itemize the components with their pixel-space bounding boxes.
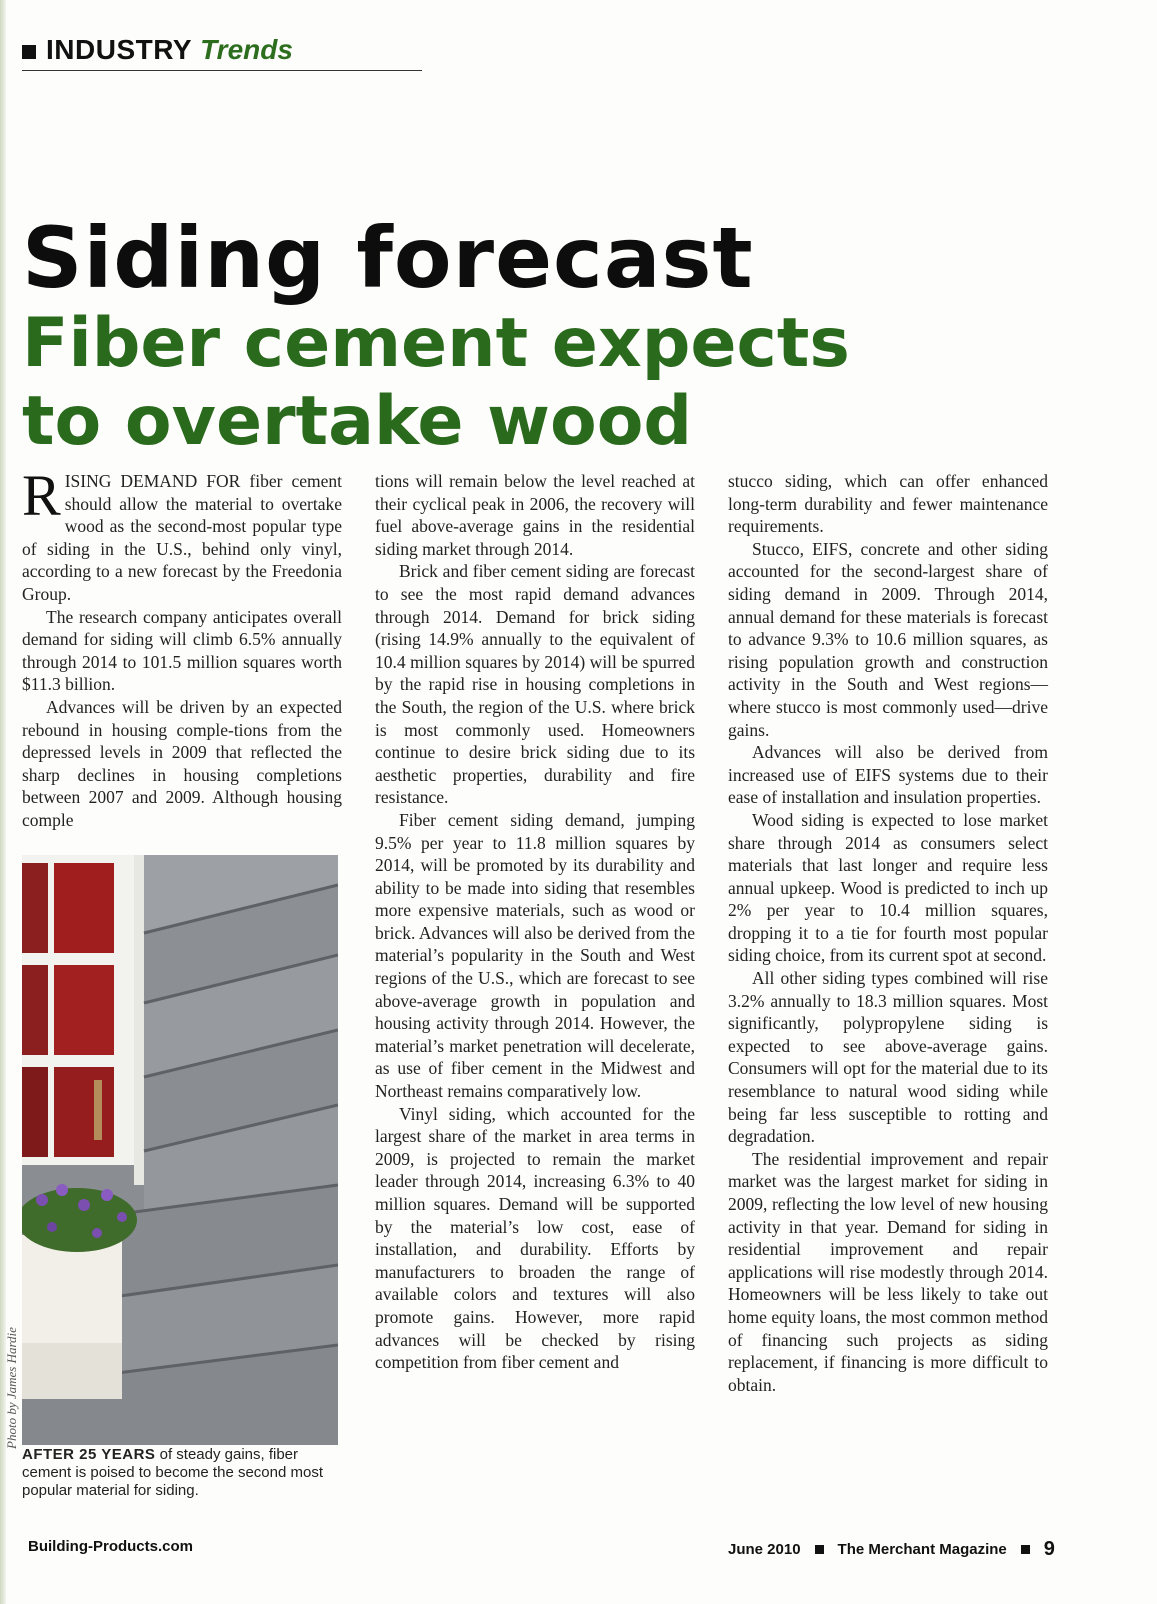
caption-text: of steady gains, fiber cement is poised to become the second most popular material for siding.: [22, 1446, 323, 1499]
subheadline-line-1: Fiber cement expects: [22, 304, 850, 383]
footer-magazine: The Merchant Magazine: [837, 1541, 1007, 1558]
article-paragraph: All other siding types combined will rise 3.2% annually to 18.3 million squares. Most significantly, polypropylene siding is expected to see above-average gains. Consumers will opt for the material due to its resemblance to natural wood siding while being far less susceptible to rotting and degradation.: [728, 968, 1048, 1147]
drop-cap: R: [22, 463, 61, 528]
footer-date: June 2010: [728, 1541, 801, 1558]
siding-photo: [22, 855, 338, 1445]
square-bullet-icon: [815, 1545, 824, 1554]
lead-in-caps: ISING DEMAND FOR: [64, 471, 241, 491]
house-siding-image: [22, 855, 338, 1445]
page-number: 9: [1043, 1538, 1055, 1560]
photo-caption: [22, 1446, 340, 1500]
subheadline: [22, 305, 850, 461]
section-label: INDUSTRY: [46, 34, 193, 65]
flower-box: [22, 1184, 137, 1399]
article-paragraph: The residential improvement and repair market was the largest market for siding in 2009, reflecting the low level of new housing activity in that year. Demand for siding in residential improvement and repair applications will rise modestly through 2014. Homeowners will be less likely to take out home equity loans, the most common method of financing such projects as siding replacement, if financing is more difficult to obtain.: [728, 1148, 1048, 1395]
article-paragraph: Advances will be driven by an expected rebound in housing comple-tions from the depressed levels in 2009 that reflected the sharp declines in housing completions between 2007 and 2009. Although housing comple: [22, 696, 342, 830]
section-sublabel: Trends: [200, 34, 293, 65]
section-header: [22, 30, 422, 71]
subheadline-line-2: to overtake wood: [22, 382, 693, 461]
photo-credit: Photo by James Hardie: [4, 1327, 19, 1449]
article-column-3: [728, 470, 1048, 1396]
headline: Siding forecast: [22, 209, 754, 307]
article-paragraph: [22, 463, 343, 606]
article-paragraph: Fiber cement siding demand, jumping 9.5% per year to 11.8 million squares by 2014, will be promoted by its durability and ability to be made into siding that resembles more expensive materials, such as wood or brick. Advances will also be derived from the material’s popularity in the South and West regions of the U.S., which are forecast to see above-average growth in population and housing activity through 2014. However, the material’s market penetration will decelerate, as use of fiber cement in the Midwest and Northeast remains comparatively low.: [375, 809, 695, 1102]
article-paragraph: Wood siding is expected to lose market share through 2014 as consumers select materials that last longer and require less annual upkeep. Wood is predicted to inch up 2% per year to 10.4 million squares, dropping it to a tie for fourth most popular siding choice, from its current spot at second.: [728, 809, 1048, 966]
article-column-2: [375, 470, 695, 1374]
footer-issue-info: [728, 1538, 1055, 1561]
article-paragraph: The research company anticipates overall demand for siding will climb 6.5% annually through 2014 to 101.5 million squares worth $11.3 billion.: [22, 606, 342, 695]
article-paragraph: Brick and fiber cement siding are forecast to see the most rapid demand advances through 2014. Demand for brick siding (rising 14.9% annually to the equivalent of 10.4 million squares by 2014) will be spurred by the rapid rise in housing completions in the South, the region of the U.S. where brick is most commonly used. Homeowners continue to desire brick siding due to its aesthetic properties, durability and fire resistance.: [375, 561, 695, 808]
article-paragraph: Vinyl siding, which accounted for the largest share of the market in area terms in 2009, is projected to remain the market leader through 2014, increasing 6.3% to 40 million squares. Demand will be supported by the material’s low cost, ease of installation, and durability. Efforts by manufacturers to broaden the range of available colors and textures will also promote gains. However, more rapid advances will be checked by rising competition from fiber cement and: [375, 1103, 695, 1373]
article-paragraph: tions will remain below the level reached at their cyclical peak in 2006, the recovery will fuel above-average gains in the residential siding market through 2014.: [375, 471, 695, 559]
article-paragraph: Advances will also be derived from increased use of EIFS systems due to their ease of installation and insulation properties.: [728, 742, 1048, 808]
square-bullet-icon: [22, 45, 36, 59]
article-column-1: [22, 463, 343, 832]
footer-website: Building-Products.com: [28, 1538, 193, 1555]
window-frame: [22, 855, 144, 1185]
article-paragraph: stucco siding, which can offer enhanced long-term durability and fewer maintenance requirements.: [728, 471, 1048, 537]
caption-lead: AFTER 25 YEARS: [22, 1446, 156, 1463]
article-paragraph: Stucco, EIFS, concrete and other siding accounted for the second-largest share of siding demand in 2009. Through 2014, annual demand for these materials is forecast to advance 9.3% to 10.6 million squares, as rising population growth and construction activity in the South and West regions—where stucco is most commonly used—drive gains.: [728, 538, 1048, 740]
paragraph-text: fiber cement should allow the material to overtake wood as the second-most popular type of siding in the U.S., behind only vinyl, according to a new forecast by the Freedonia Group.: [22, 471, 343, 604]
square-bullet-icon: [1021, 1545, 1030, 1554]
